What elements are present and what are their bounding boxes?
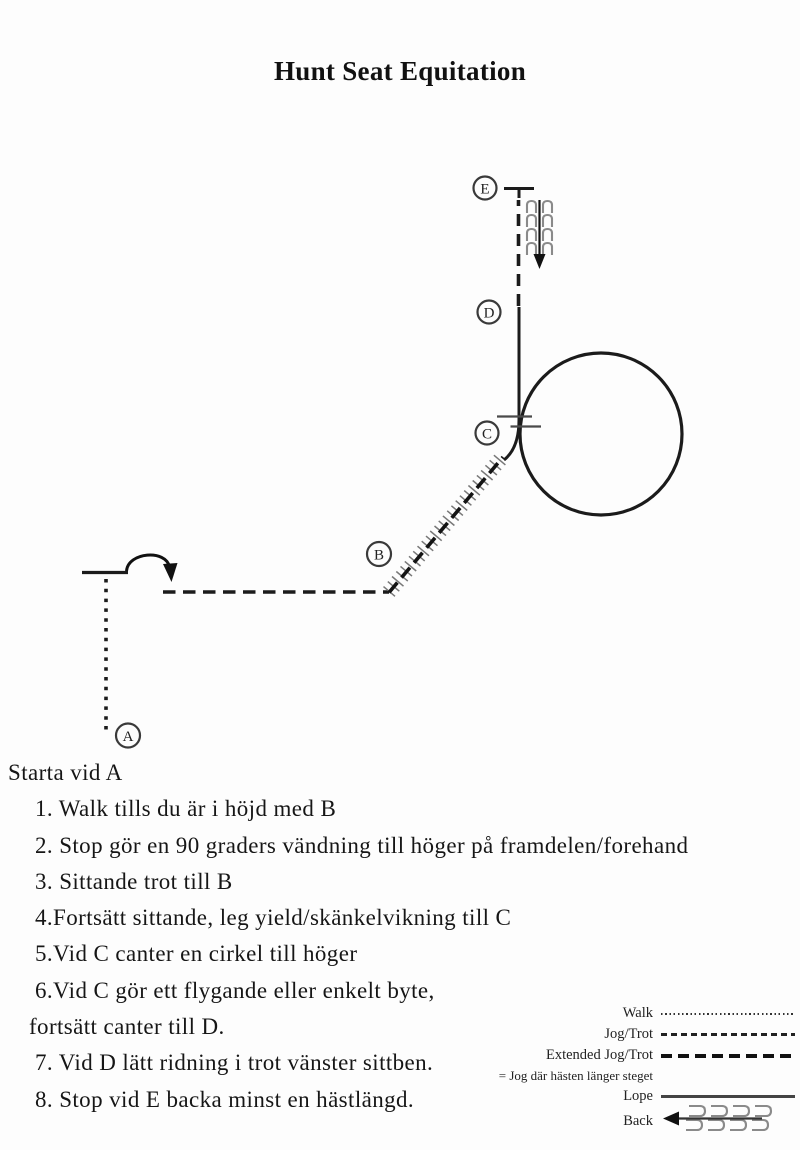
svg-text:D: D <box>483 305 495 322</box>
legend-label-extended-jog-trot: Extended Jog/Trot <box>545 1047 653 1063</box>
legend-row-walk <box>463 1003 795 1024</box>
walk-line-icon <box>661 1013 795 1015</box>
legend-extended-note: = Jog där hästen länger steget <box>498 1068 653 1083</box>
legend-note-row <box>463 1066 795 1086</box>
instruction-line: fortsätt canter till D. <box>29 1014 225 1040</box>
instruction-line: 6.Vid C gör ett flygande eller enkelt byte, <box>35 977 435 1003</box>
jog-line-icon <box>661 1033 795 1036</box>
svg-text:E: E <box>480 181 490 198</box>
lope-line-icon <box>661 1095 795 1098</box>
turn-arrow-icon <box>127 555 178 582</box>
legend-label-walk: Walk <box>622 1005 653 1021</box>
lope-path <box>504 307 519 460</box>
page-title: Hunt Seat Equitation <box>273 56 527 86</box>
instruction-line: 8. Stop vid E backa minst en hästlängd. <box>35 1086 415 1112</box>
instruction-line: 5.Vid C canter en cirkel till höger <box>35 941 358 967</box>
stop-bar-e <box>504 189 534 199</box>
legend-label-back: Back <box>623 1112 653 1129</box>
instruction-line: 7. Vid D lätt ridning i trot vänster sittben. <box>35 1050 434 1076</box>
extended-jog-line-icon <box>661 1054 795 1058</box>
legend-label-lope: Lope <box>623 1088 653 1104</box>
instruction-line: 1. Walk tills du är i höjd med B <box>35 796 337 822</box>
legend-row-back <box>463 1107 795 1135</box>
down-arrow-icon <box>534 254 546 269</box>
marker-b <box>367 542 391 566</box>
svg-text:B: B <box>373 547 385 564</box>
back-direction-icon <box>661 1105 795 1137</box>
marker-e <box>474 177 497 200</box>
legend-row-lope <box>463 1086 795 1107</box>
canter-circle <box>520 353 682 515</box>
marker-c <box>476 422 499 445</box>
legend-row-jog-trot <box>463 1024 795 1045</box>
instruction-line: 2. Stop gör en 90 graders vändning till höger på framdelen/forehand <box>35 832 689 858</box>
back-up-symbol <box>527 200 552 269</box>
svg-text:A: A <box>122 729 134 745</box>
instructions-intro: Starta vid A <box>8 760 123 785</box>
legend-label-jog-trot: Jog/Trot <box>604 1026 653 1042</box>
extended-jog-path <box>384 455 506 596</box>
marker-a <box>116 724 140 748</box>
legend-row-extended-jog-trot <box>463 1045 795 1066</box>
instruction-line: 3. Sittande trot till B <box>35 868 233 894</box>
marker-d <box>478 301 501 324</box>
instruction-line: 4.Fortsätt sittande, leg yield/skänkelvikning till C <box>35 905 512 931</box>
svg-text:C: C <box>481 426 493 443</box>
legend <box>463 1003 795 1135</box>
